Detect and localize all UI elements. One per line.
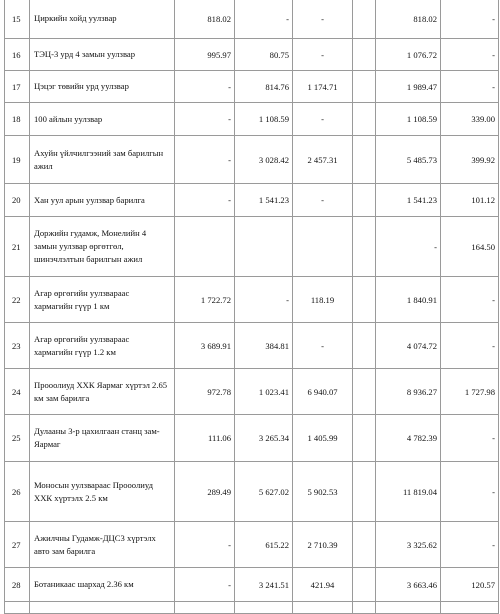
row-number: 19 xyxy=(5,136,30,184)
amount-col-3: 2 457.31 xyxy=(293,136,353,184)
amount-col-2: 1 023.41 xyxy=(235,369,293,415)
amount-col-1: 111.06 xyxy=(175,415,235,462)
amount-col-3: 118.19 xyxy=(293,277,353,323)
amount-col-1: - xyxy=(175,522,235,568)
table-body xyxy=(5,0,499,614)
row-number: 27 xyxy=(5,522,30,568)
amount-col-4 xyxy=(353,277,376,323)
table-row xyxy=(5,217,499,277)
amount-col-4 xyxy=(353,136,376,184)
table-row xyxy=(5,602,499,614)
amount-col-6: - xyxy=(441,0,499,39)
table-row xyxy=(5,369,499,415)
amount-col-1: - xyxy=(175,136,235,184)
amount-total: 1 541.23 xyxy=(376,184,441,217)
row-number: 20 xyxy=(5,184,30,217)
table-row xyxy=(5,103,499,136)
amount-total: 3 663.46 xyxy=(376,568,441,602)
amount-col-4 xyxy=(353,71,376,103)
amount-col-1: 1 722.72 xyxy=(175,277,235,323)
amount-col-4 xyxy=(353,0,376,39)
row-number: 23 xyxy=(5,323,30,369)
amount-col-3 xyxy=(293,217,353,277)
amount-col-1 xyxy=(175,217,235,277)
table-row xyxy=(5,277,499,323)
table-row xyxy=(5,522,499,568)
amount-col-3: - xyxy=(293,39,353,71)
row-number: 26 xyxy=(5,462,30,522)
project-name: Дулааны 3-р цахилгаан станц зам-Яармаг xyxy=(30,415,175,462)
amount-col-2: 384.81 xyxy=(235,323,293,369)
amount-col-1: - xyxy=(175,71,235,103)
table-row xyxy=(5,323,499,369)
table-row xyxy=(5,184,499,217)
amount-col-3: 6 940.07 xyxy=(293,369,353,415)
project-name xyxy=(30,602,175,614)
amount-col-6: 164.50 xyxy=(441,217,499,277)
project-name: Агар өргөгийн уулзвараас хармагийн гүүр 1.2 км xyxy=(30,323,175,369)
amount-col-4 xyxy=(353,103,376,136)
amount-col-6: - xyxy=(441,462,499,522)
amount-col-2: 5 627.02 xyxy=(235,462,293,522)
row-number: 25 xyxy=(5,415,30,462)
amount-col-4 xyxy=(353,462,376,522)
amount-col-6: - xyxy=(441,277,499,323)
amount-col-3: - xyxy=(293,103,353,136)
amount-total: - xyxy=(376,217,441,277)
amount-col-3: 5 902.53 xyxy=(293,462,353,522)
amount-col-1 xyxy=(175,602,235,614)
amount-col-6: - xyxy=(441,39,499,71)
table-row xyxy=(5,415,499,462)
row-number: 16 xyxy=(5,39,30,71)
project-name: Моносын уулзвараас Прооолиуд ХХК хүртэлх 2.5 км xyxy=(30,462,175,522)
amount-col-1: 995.97 xyxy=(175,39,235,71)
budget-table xyxy=(4,0,499,614)
amount-col-1: 289.49 xyxy=(175,462,235,522)
amount-col-4 xyxy=(353,415,376,462)
row-number: 21 xyxy=(5,217,30,277)
amount-col-2: 3 265.34 xyxy=(235,415,293,462)
amount-col-4 xyxy=(353,184,376,217)
project-name: Ажилчны Гудамж-ДЦС3 хүртэлх авто зам барилга xyxy=(30,522,175,568)
amount-col-6: - xyxy=(441,323,499,369)
amount-col-6: 120.57 xyxy=(441,568,499,602)
row-number: 18 xyxy=(5,103,30,136)
amount-col-2: - xyxy=(235,277,293,323)
amount-total: 11 819.04 xyxy=(376,462,441,522)
project-name: Цэцэг төвийн урд уулзвар xyxy=(30,71,175,103)
amount-col-3: - xyxy=(293,184,353,217)
row-number: 28 xyxy=(5,568,30,602)
row-number: 24 xyxy=(5,369,30,415)
row-number: 15 xyxy=(5,0,30,39)
amount-col-2: 1 541.23 xyxy=(235,184,293,217)
project-name: Хан уул арын уулзвар барилга xyxy=(30,184,175,217)
amount-col-3: 1 174.71 xyxy=(293,71,353,103)
amount-col-1: 818.02 xyxy=(175,0,235,39)
amount-total: 5 485.73 xyxy=(376,136,441,184)
amount-col-4 xyxy=(353,568,376,602)
amount-col-2: 80.75 xyxy=(235,39,293,71)
amount-total: 3 325.62 xyxy=(376,522,441,568)
amount-col-6: 399.92 xyxy=(441,136,499,184)
amount-col-3: 2 710.39 xyxy=(293,522,353,568)
project-name: Агар өргөгийн уулзвараас хармагийн гүүр 1 км xyxy=(30,277,175,323)
table-row xyxy=(5,0,499,39)
table-row xyxy=(5,462,499,522)
amount-col-6: 101.12 xyxy=(441,184,499,217)
amount-col-4 xyxy=(353,39,376,71)
amount-col-3: 1 405.99 xyxy=(293,415,353,462)
amount-col-3: 421.94 xyxy=(293,568,353,602)
amount-col-2: 3 028.42 xyxy=(235,136,293,184)
row-number xyxy=(5,602,30,614)
amount-col-2 xyxy=(235,602,293,614)
amount-col-1: - xyxy=(175,184,235,217)
row-number: 17 xyxy=(5,71,30,103)
project-name: 100 айлын уулзвар xyxy=(30,103,175,136)
amount-col-4 xyxy=(353,369,376,415)
amount-total: 818.02 xyxy=(376,0,441,39)
amount-col-4 xyxy=(353,323,376,369)
amount-total: 1 989.47 xyxy=(376,71,441,103)
amount-col-1: - xyxy=(175,568,235,602)
amount-total: 1 076.72 xyxy=(376,39,441,71)
amount-col-3 xyxy=(293,602,353,614)
table-row xyxy=(5,568,499,602)
amount-col-4 xyxy=(353,602,376,614)
amount-col-6: - xyxy=(441,415,499,462)
project-name: Прооолиуд ХХК Яармаг хүртэл 2.65 км зам барилга xyxy=(30,369,175,415)
project-name: Ахуйн үйлчилгээний зам барилгын ажил xyxy=(30,136,175,184)
project-name: Доржийн гудамж, Монелийн 4 замын уулзвар өргөтгөл, шинэчлэлтын барилгын ажил xyxy=(30,217,175,277)
amount-col-2: 615.22 xyxy=(235,522,293,568)
amount-col-4 xyxy=(353,217,376,277)
table-row xyxy=(5,71,499,103)
amount-total xyxy=(376,602,441,614)
amount-col-6 xyxy=(441,602,499,614)
amount-col-6: - xyxy=(441,522,499,568)
amount-col-2: - xyxy=(235,0,293,39)
amount-col-6: 339.00 xyxy=(441,103,499,136)
amount-col-4 xyxy=(353,522,376,568)
project-name: Ботаникаас шархад 2.36 км xyxy=(30,568,175,602)
amount-col-2 xyxy=(235,217,293,277)
amount-total: 8 936.27 xyxy=(376,369,441,415)
amount-col-1: 3 689.91 xyxy=(175,323,235,369)
amount-total: 1 108.59 xyxy=(376,103,441,136)
table-row xyxy=(5,136,499,184)
project-name: ТЭЦ-3 урд 4 замын уулзвар xyxy=(30,39,175,71)
amount-col-2: 1 108.59 xyxy=(235,103,293,136)
amount-col-2: 814.76 xyxy=(235,71,293,103)
row-number: 22 xyxy=(5,277,30,323)
amount-col-1: - xyxy=(175,103,235,136)
amount-col-6: 1 727.98 xyxy=(441,369,499,415)
amount-col-3: - xyxy=(293,0,353,39)
amount-col-2: 3 241.51 xyxy=(235,568,293,602)
project-name: Циркийн хойд уулзвар xyxy=(30,0,175,39)
amount-total: 4 782.39 xyxy=(376,415,441,462)
table-row xyxy=(5,39,499,71)
amount-total: 1 840.91 xyxy=(376,277,441,323)
amount-col-1: 972.78 xyxy=(175,369,235,415)
amount-total: 4 074.72 xyxy=(376,323,441,369)
amount-col-3: - xyxy=(293,323,353,369)
amount-col-6: - xyxy=(441,71,499,103)
